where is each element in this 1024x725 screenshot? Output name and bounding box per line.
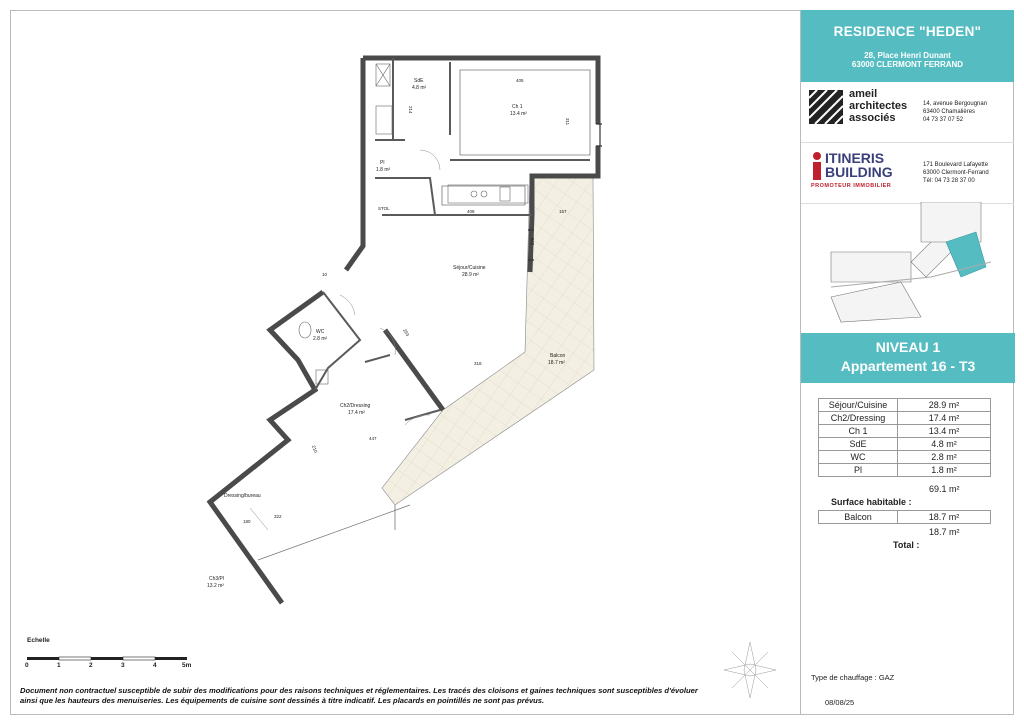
label-pl-area: 1.8 m² (376, 167, 391, 173)
table-row: Balcon 18.7 m² (819, 511, 991, 524)
table-row: SdE 4.8 m² (819, 438, 991, 451)
table-row: Ch2/Dressing 17.4 m² (819, 412, 991, 425)
balcony-total: 18.7 m² (929, 527, 960, 537)
label-ch2: Ch2/Dressing (340, 403, 371, 409)
label-ch1-area: 13.4 m² (510, 111, 527, 117)
total-label: Total : (893, 540, 920, 550)
label-sejour: Séjour/Cuisine (453, 265, 486, 271)
label-ch3-area: 13.2 m² (207, 583, 224, 589)
table-row: WC 2.8 m² (819, 451, 991, 464)
svg-text:214: 214 (408, 106, 413, 114)
label-sde-area: 4.8 m² (412, 85, 427, 91)
label-dressing: Dressing/bureau (224, 493, 261, 499)
svg-text:157: 157 (559, 209, 567, 214)
label-ch3: Ch3/Pl (209, 576, 225, 582)
promoter-block (801, 143, 1014, 204)
svg-text:447: 447 (369, 436, 377, 441)
svg-text:293: 293 (402, 328, 411, 338)
architect-name: ameil architectes associés (849, 88, 908, 124)
table-row: Séjour/Cuisine 28.9 m² (819, 399, 991, 412)
svg-text:322: 322 (274, 514, 282, 519)
promoter-name: ITINERIS BUILDING (825, 150, 893, 180)
itineris-logo-icon (809, 151, 825, 181)
svg-text:278: 278 (530, 237, 535, 245)
svg-text:180: 180 (243, 519, 251, 524)
disclaimer: Document non contractuel susceptible de subir des modifications pour des raisons techniques et réglementaires. Les tracés des cloisons et gaines techniques sont susceptibles d'évoluer ainsi que les hauteurs des menuiseries. Les équipements de cuisine sont dessinés à titre indicatif. Les placards en pointillés ne sont pas prévus. (20, 686, 698, 705)
label-ch1: Ch 1 (512, 104, 523, 110)
label-balcon: Balcon (550, 353, 566, 359)
promoter-address: 171 Boulevard Lafayette 63000 Clermont-Ferrand Tél: 04 73 28 37 00 (923, 162, 989, 184)
label-pl: Pl (380, 160, 385, 166)
residence-address-2: 63000 CLERMONT FERRAND (851, 60, 964, 69)
promoter-tagline: PROMOTEUR IMMOBILIER (811, 183, 892, 189)
level-title: NIVEAU 1 (875, 339, 941, 355)
floor-plan: SdE 4.8 m² Ch 1 13.4 m² Pl 1.8 m² Séjour/Cuisine 28.9 m² WC 2.8 m² Ch2/Dressing 17.4 m² Balcon 18.7 m² Dressing/bureau Ch3/Pl 13.2 m² 405 214 311 408 157 10 318 447 180 322 293 278 210 STOL Echelle 0 1 2 3 4 5m (10, 10, 800, 715)
label-sejour-area: 28.9 m² (462, 272, 479, 278)
label-wc-area: 2.8 m² (313, 336, 328, 342)
label-wc: WC (316, 329, 325, 335)
floor-plan-drawing (10, 10, 800, 715)
svg-text:210: 210 (311, 444, 319, 454)
svg-text:405: 405 (516, 78, 524, 83)
balcony-area (382, 176, 594, 505)
key-plan (801, 202, 1015, 332)
residence-address-1: 28, Place Henri Dunant (864, 51, 951, 60)
label-sde: SdE (414, 78, 424, 84)
plan-date: 08/08/25 (825, 698, 855, 707)
residence-name: RESIDENCE "HEDEN" (833, 24, 982, 39)
svg-text:10: 10 (322, 272, 328, 277)
heating-type: Type de chauffage : GAZ (811, 673, 895, 682)
balcony-table (818, 510, 991, 524)
architect-block (801, 82, 1014, 143)
title-block (800, 10, 1014, 715)
svg-text:STOL: STOL (378, 206, 390, 211)
label-balcon-area: 18.7 m² (548, 360, 565, 366)
architect-address: 14, avenue Bergougnan 63400 Chamalières 04 73 37 07 52 (923, 101, 988, 123)
label-ch2-area: 17.4 m² (348, 410, 365, 416)
svg-text:311: 311 (565, 118, 570, 126)
level-header (801, 333, 1015, 383)
areas-table (818, 398, 991, 477)
kitchen-units (448, 185, 528, 203)
habitable-label: Surface habitable : (831, 497, 912, 507)
table-row: Ch 1 13.4 m² (819, 425, 991, 438)
scale-bar (27, 657, 187, 660)
svg-text:408: 408 (467, 209, 475, 214)
habitable-total: 69.1 m² (929, 484, 960, 494)
ameil-logo-icon (809, 90, 843, 124)
table-row: Pl 1.8 m² (819, 464, 991, 477)
svg-text:318: 318 (474, 361, 482, 366)
residence-header (801, 10, 1014, 82)
scale-label: Echelle (27, 637, 50, 644)
apartment-title: Appartement 16 - T3 (840, 358, 976, 374)
